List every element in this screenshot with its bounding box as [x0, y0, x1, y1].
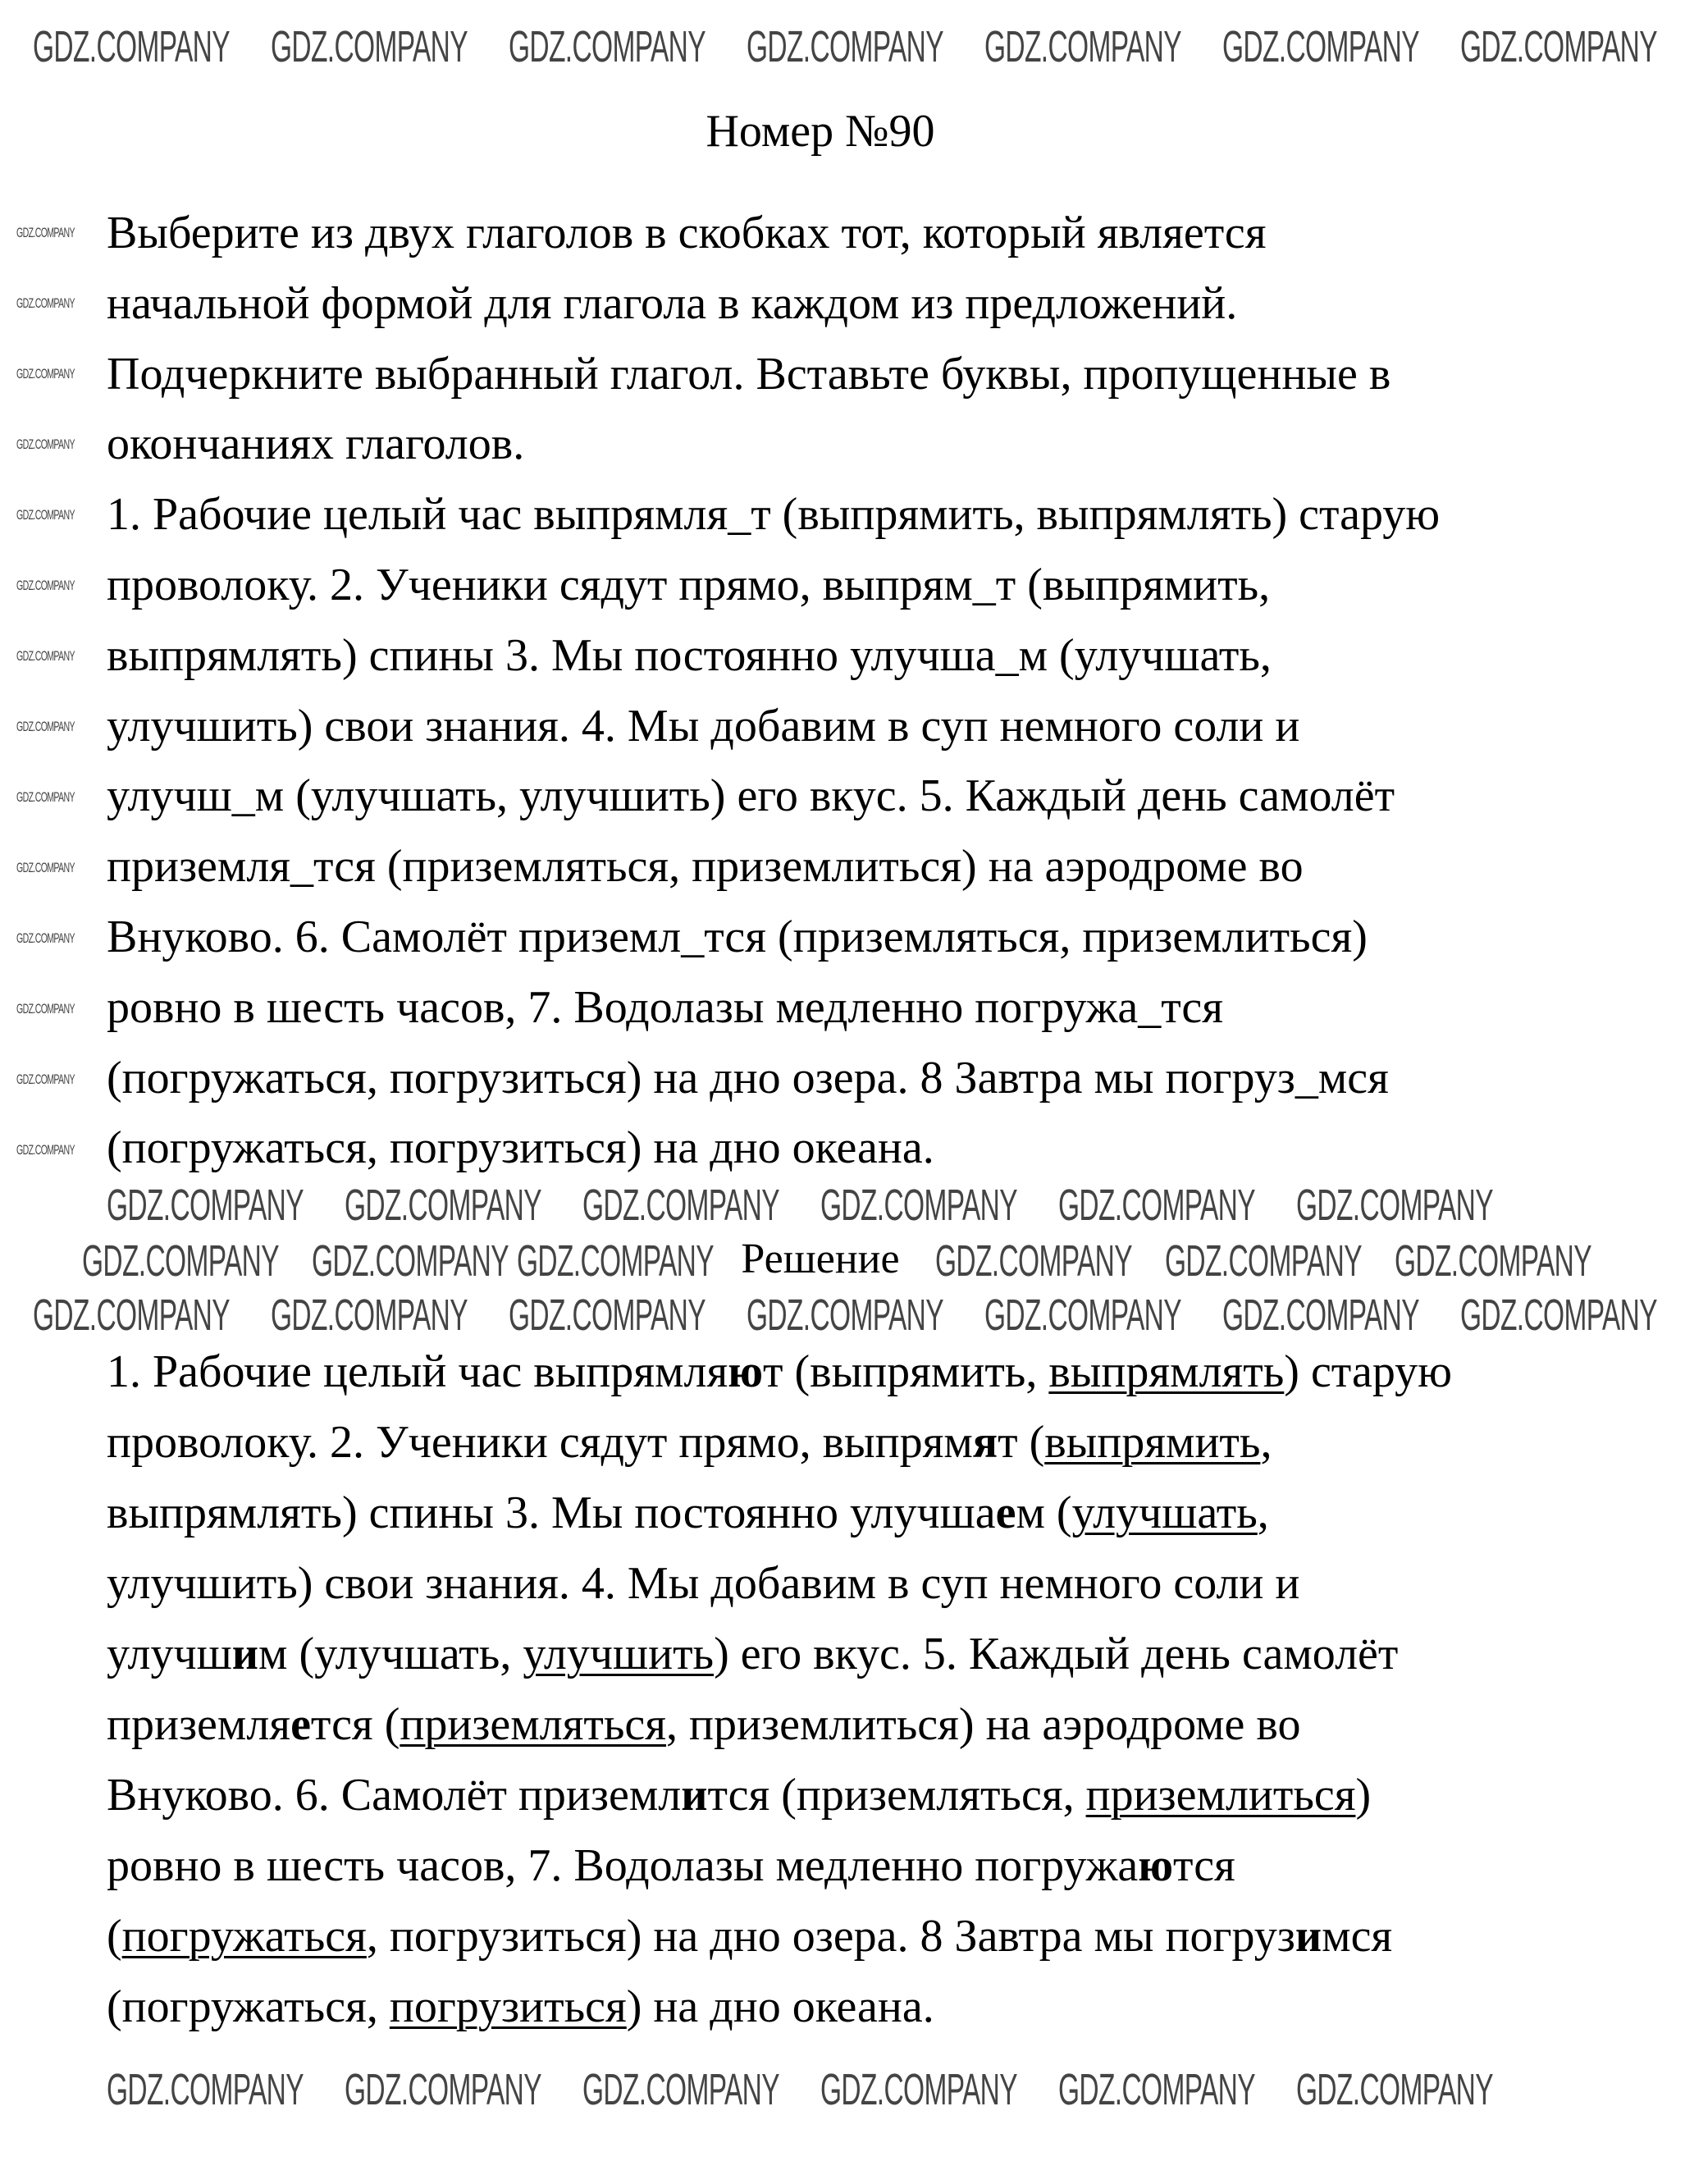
text-run: ) его вкус. 5. Каждый день самолёт	[714, 1629, 1399, 1679]
task-line	[107, 629, 1272, 682]
underlined-verb: приземляться	[400, 1699, 667, 1750]
underlined-verb: улучшать	[1071, 1487, 1258, 1538]
text-run: (погружаться,	[107, 1981, 390, 2032]
watermark: GDZ.COMPANY	[16, 507, 75, 523]
watermark: GDZ.COMPANY	[33, 1291, 230, 1340]
inserted-letter: ю	[1138, 1840, 1174, 1891]
text-run: Внуково. 6. Самолёт приземл	[107, 1770, 682, 1821]
underlined-verb: выпрямить	[1044, 1417, 1261, 1468]
text-run: ровно в шесть часов, 7. Водолазы медленно погружа	[107, 1840, 1139, 1891]
underlined-verb: улучшить	[523, 1629, 715, 1679]
watermark: GDZ.COMPANY	[16, 719, 75, 734]
task-line	[107, 981, 1223, 1034]
watermark: GDZ.COMPANY	[820, 1181, 1017, 1230]
watermark: GDZ.COMPANY	[1222, 1291, 1419, 1340]
text-run: улучш	[107, 1629, 232, 1679]
underlined-verb: погружаться	[121, 1911, 367, 1962]
watermark: GDZ.COMPANY	[16, 366, 75, 382]
inserted-letter: ю	[728, 1346, 763, 1397]
watermark: GDZ.COMPANY	[16, 648, 75, 664]
watermark: GDZ.COMPANY	[984, 1291, 1181, 1340]
watermark: GDZ.COMPANY	[1395, 1236, 1591, 1286]
solution-line	[107, 1346, 1452, 1398]
watermark: GDZ.COMPANY	[16, 578, 75, 593]
text-run: выпрямлять) спины 3. Мы постоянно улучша	[107, 1487, 996, 1538]
watermark: GDZ.COMPANY	[747, 1291, 943, 1340]
text-run: м (улучшать,	[258, 1629, 523, 1679]
text-run: м (	[1016, 1487, 1072, 1538]
watermark: GDZ.COMPANY	[582, 2065, 779, 2114]
text-run: тся (приземляться,	[707, 1770, 1086, 1821]
watermark: GDZ.COMPANY	[1058, 1181, 1255, 1230]
text-run: тся	[1173, 1840, 1235, 1891]
watermark: GDZ.COMPANY	[747, 22, 943, 71]
task-line	[107, 207, 1267, 259]
watermark: GDZ.COMPANY	[582, 1181, 779, 1230]
watermark: GDZ.COMPANY	[1222, 22, 1419, 71]
watermark: GDZ.COMPANY	[312, 1236, 509, 1286]
watermark: GDZ.COMPANY	[33, 22, 230, 71]
watermark: GDZ.COMPANY	[1460, 22, 1657, 71]
text-run: приземля_тся (приземляться, приземлиться) на аэродроме во	[107, 841, 1304, 893]
watermark: GDZ.COMPANY	[271, 1291, 468, 1340]
text-run: ) на дно океана.	[626, 1981, 934, 2032]
text-run: (погружаться, погрузиться) на дно океана.	[107, 1122, 934, 1174]
underlined-verb: приземлиться	[1085, 1770, 1356, 1821]
watermark: GDZ.COMPANY	[16, 225, 75, 240]
task-line	[107, 1122, 934, 1174]
solution-line	[107, 1839, 1235, 1892]
solution-line	[107, 1981, 934, 2033]
text-run: мся	[1322, 1911, 1393, 1962]
underlined-verb: погрузиться	[389, 1981, 627, 2032]
solution-line	[107, 1910, 1392, 1962]
watermark: GDZ.COMPANY	[820, 2065, 1017, 2114]
text-run: начальной формой для глагола в каждом из предложений.	[107, 277, 1238, 329]
watermark: GDZ.COMPANY	[984, 22, 1181, 71]
watermark: GDZ.COMPANY	[82, 1236, 279, 1286]
task-line	[107, 348, 1390, 400]
text-run: Внуково. 6. Самолёт приземл_тся (приземляться, приземлиться)	[107, 912, 1368, 962]
watermark: GDZ.COMPANY	[16, 1001, 75, 1017]
watermark: GDZ.COMPANY	[16, 1071, 75, 1087]
watermark: GDZ.COMPANY	[1460, 1291, 1657, 1340]
watermark: GDZ.COMPANY	[107, 2065, 304, 2114]
text-run: (	[107, 1911, 122, 1962]
inserted-letter: и	[681, 1770, 708, 1821]
solution-line	[107, 1416, 1272, 1469]
watermark: GDZ.COMPANY	[935, 1236, 1132, 1286]
watermark: GDZ.COMPANY	[16, 1142, 75, 1158]
text-run: (погружаться, погрузиться) на дно озера. 8 Завтра мы погруз_мся	[107, 1052, 1389, 1103]
page-title: Номер №90	[706, 106, 935, 157]
watermark: GDZ.COMPANY	[271, 22, 468, 71]
task-line	[107, 700, 1299, 752]
text-run: улучшить) свои знания. 4. Мы добавим в суп немного соли и	[107, 700, 1300, 752]
inserted-letter: я	[972, 1417, 998, 1468]
text-run: ,	[1260, 1417, 1272, 1468]
text-run: тся (	[310, 1699, 400, 1750]
task-line	[107, 770, 1395, 822]
task-line	[107, 418, 524, 470]
text-run: т (	[998, 1417, 1045, 1468]
watermark: GDZ.COMPANY	[1296, 1181, 1493, 1230]
underlined-verb: выпрямлять	[1048, 1346, 1285, 1397]
task-line	[107, 559, 1270, 611]
text-run: проволоку. 2. Ученики сядут прямо, выпрям	[107, 1417, 973, 1468]
watermark: GDZ.COMPANY	[345, 2065, 541, 2114]
text-run: проволоку. 2. Ученики сядут прямо, выпрям_т (выпрямить,	[107, 560, 1271, 610]
inserted-letter: и	[231, 1629, 259, 1679]
text-run: 1. Рабочие целый час выпрямля_т (выпрямить, выпрямлять) старую	[107, 489, 1441, 541]
watermark: GDZ.COMPANY	[1058, 2065, 1255, 2114]
watermark: GDZ.COMPANY	[16, 436, 75, 452]
text-run: ,	[1257, 1487, 1269, 1538]
watermark: GDZ.COMPANY	[1296, 2065, 1493, 2114]
solution-line	[107, 1769, 1371, 1821]
text-run: выпрямлять) спины 3. Мы постоянно улучша_м (улучшать,	[107, 629, 1272, 681]
task-line	[107, 277, 1237, 330]
solution-title: Решение	[741, 1236, 900, 1282]
inserted-letter: е	[995, 1487, 1016, 1538]
watermark: GDZ.COMPANY	[1165, 1236, 1362, 1286]
solution-line	[107, 1628, 1398, 1680]
inserted-letter: и	[1295, 1911, 1322, 1962]
watermark: GDZ.COMPANY	[16, 860, 75, 875]
watermark: GDZ.COMPANY	[345, 1181, 541, 1230]
watermark: GDZ.COMPANY	[16, 930, 75, 946]
text-run: 1. Рабочие целый час выпрямля	[107, 1346, 728, 1397]
text-run: ) старую	[1284, 1346, 1452, 1397]
text-run: т (выпрямить,	[763, 1346, 1049, 1397]
text-run: окончаниях глаголов.	[107, 418, 525, 470]
text-run: )	[1355, 1770, 1372, 1821]
watermark: GDZ.COMPANY	[517, 1236, 714, 1286]
inserted-letter: е	[290, 1699, 311, 1750]
text-run: улучшить) свои знания. 4. Мы добавим в суп немного соли и	[107, 1558, 1300, 1609]
text-run: Выберите из двух глаголов в скобках тот, который является	[107, 208, 1267, 258]
task-line	[107, 840, 1304, 893]
watermark: GDZ.COMPANY	[509, 22, 706, 71]
text-run: , приземлиться) на аэродроме во	[666, 1699, 1301, 1750]
task-line	[107, 1052, 1389, 1104]
text-run: приземля	[107, 1699, 291, 1750]
solution-line	[107, 1557, 1299, 1610]
solution-line	[107, 1487, 1269, 1539]
text-run: улучш_м (улучшать, улучшить) его вкус. 5. Каждый день самолёт	[107, 770, 1395, 822]
watermark: GDZ.COMPANY	[509, 1291, 706, 1340]
watermark: GDZ.COMPANY	[16, 295, 75, 311]
text-run: , погрузиться) на дно озера. 8 Завтра мы погруз	[366, 1911, 1295, 1962]
task-line	[107, 911, 1368, 963]
solution-line	[107, 1698, 1300, 1751]
watermark: GDZ.COMPANY	[16, 789, 75, 805]
text-run: ровно в шесть часов, 7. Водолазы медленно погружа_тся	[107, 981, 1224, 1033]
watermark: GDZ.COMPANY	[107, 1181, 304, 1230]
task-line	[107, 488, 1440, 541]
text-run: Подчеркните выбранный глагол. Вставьте буквы, пропущенные в	[107, 348, 1391, 400]
